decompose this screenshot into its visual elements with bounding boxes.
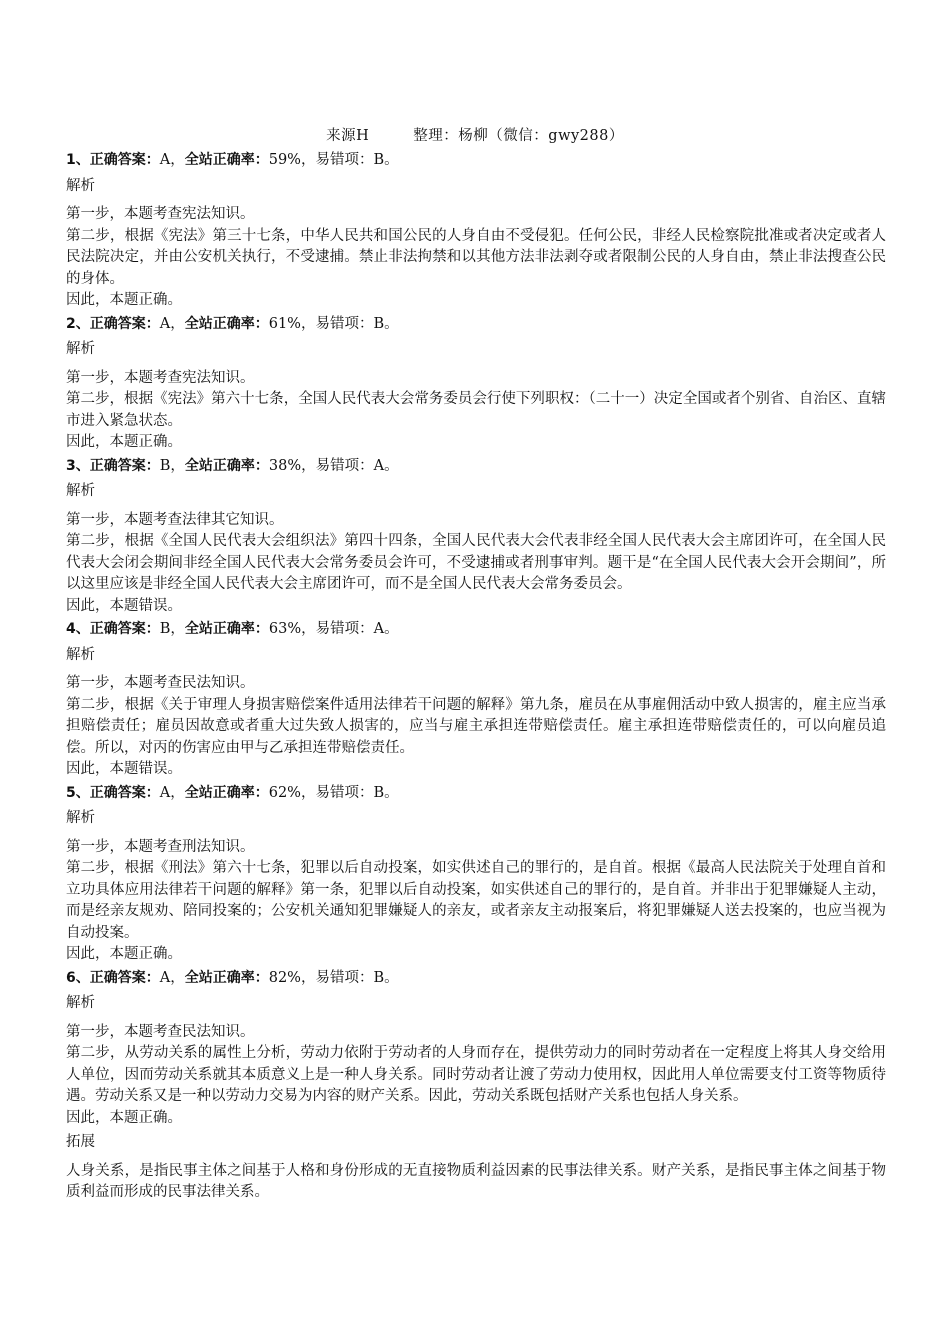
- rate-label: 全站正确率：: [184, 784, 269, 801]
- correct-label: 正确答案：: [89, 315, 160, 332]
- analysis-paragraph: 第一步，本题考查刑法知识。: [66, 838, 255, 855]
- analysis-paragraph: 第二步，从劳动关系的属性上分析，劳动力依附于劳动者的人身而存在，提供劳动力的同时劳动者在一定程度上将其人身交给用人单位，因而劳动关系就其本质意义上是一种人身关系。同时劳动者让渡了劳动力使用权，因此用人单位需要支付工资等物质待遇。劳动关系又是一种以劳动力交易为内容的财产关系。因此，劳动关系既包括财产关系也包括人身关系。: [66, 1045, 886, 1104]
- question-number: 3、: [66, 457, 90, 474]
- question-number: 1、: [66, 152, 90, 168]
- rate-value: 61%，易错项：B。: [268, 315, 399, 332]
- rate-label: 全站正确率：: [184, 315, 269, 332]
- answer-line: [66, 783, 886, 805]
- organizer-label: 整理：杨柳（微信：gwy288）: [413, 128, 624, 144]
- analysis-paragraph: 第一步，本题考查法律其它知识。: [66, 511, 284, 528]
- rate-label: 全站正确率：: [184, 152, 269, 168]
- correct-label: 正确答案：: [89, 152, 160, 168]
- rate-label: 全站正确率：: [184, 621, 269, 637]
- question-block: [66, 456, 886, 620]
- extend-paragraph: 人身关系，是指民事主体之间基于人格和身份形成的无直接物质利益因素的民事法律关系。财产关系，是指民事主体之间基于物质利益而形成的民事法律关系。: [66, 1162, 886, 1200]
- correct-label: 正确答案：: [89, 784, 160, 801]
- correct-answer: A，: [159, 152, 185, 168]
- question-number: 2、: [66, 315, 90, 332]
- analysis-paragraph: 第二步，根据《宪法》第六十七条，全国人民代表大会常务委员会行使下列职权：（二十一）决定全国或者个别省、自治区、直辖市进入紧急状态。: [66, 391, 886, 429]
- rate-value: 82%，易错项：B。: [268, 969, 399, 986]
- extend-label: 拓展: [66, 1134, 95, 1150]
- question-number: 5、: [66, 784, 90, 801]
- page-header: [0, 124, 950, 145]
- answer-line: [66, 150, 886, 172]
- correct-answer: A，: [159, 969, 185, 986]
- analysis-paragraph: 第一步，本题考查民法知识。: [66, 1023, 255, 1040]
- analysis-paragraph: 第一步，本题考查民法知识。: [66, 675, 255, 691]
- analysis-paragraph: 第二步，根据《宪法》第三十七条，中华人民共和国公民的人身自由不受侵犯。任何公民，非经人民检察院批准或者决定或者人民法院决定，并由公安机关执行，不受逮捕。禁止非法拘禁和以其他方法非法剥夺或者限制公民的人身自由，禁止非法搜查公民的身体。: [66, 227, 886, 287]
- correct-answer: B，: [159, 621, 185, 637]
- analysis-paragraph: 因此，本题正确。: [66, 292, 182, 308]
- correct-answer: B，: [159, 457, 185, 474]
- question-block: [66, 150, 886, 314]
- analysis-label: 解析: [66, 483, 95, 499]
- analysis-paragraph: 因此，本题错误。: [66, 597, 182, 614]
- question-block: [66, 968, 886, 1206]
- question-block: [66, 783, 886, 968]
- analysis-paragraph: 因此，本题正确。: [66, 1109, 182, 1126]
- rate-value: 63%，易错项：A。: [268, 621, 399, 637]
- analysis-label: 解析: [66, 995, 95, 1011]
- analysis-paragraph: 第一步，本题考查宪法知识。: [66, 206, 255, 222]
- correct-answer: A，: [159, 784, 185, 801]
- correct-label: 正确答案：: [89, 457, 160, 474]
- rate-label: 全站正确率：: [184, 969, 269, 986]
- analysis-label: 解析: [66, 177, 95, 194]
- question-block: [66, 619, 886, 783]
- analysis-paragraph: 因此，本题错误。: [66, 761, 182, 777]
- correct-label: 正确答案：: [89, 621, 160, 637]
- question-block: [66, 314, 886, 456]
- rate-label: 全站正确率：: [184, 457, 269, 474]
- analysis-label: 解析: [66, 810, 95, 826]
- correct-answer: A，: [159, 315, 185, 332]
- source-label: 来源H: [326, 128, 370, 144]
- rate-value: 59%，易错项：B。: [268, 152, 399, 168]
- rate-value: 62%，易错项：B。: [268, 784, 399, 801]
- rate-value: 38%，易错项：A。: [268, 457, 399, 474]
- answer-list: [66, 150, 886, 1206]
- answer-line: [66, 619, 886, 641]
- correct-label: 正确答案：: [89, 969, 160, 986]
- question-number: 6、: [66, 969, 90, 986]
- analysis-paragraph: 因此，本题正确。: [66, 434, 182, 450]
- analysis-paragraph: 因此，本题正确。: [66, 946, 182, 962]
- answer-line: [66, 314, 886, 336]
- analysis-paragraph: 第二步，根据《全国人民代表大会组织法》第四十四条，全国人民代表大会代表非经全国人民代表大会主席团许可，在全国人民代表大会闭会期间非经全国人民代表大会常务委员会许可，不受逮捕或者刑事审判。题干是“在全国人民代表大会开会期间”，所以这里应该是非经全国人民代表大会主席团许可，而不是全国人民代表大会常务委员会。: [66, 533, 886, 592]
- analysis-paragraph: 第二步，根据《关于审理人身损害赔偿案件适用法律若干问题的解释》第九条，雇员在从事雇佣活动中致人损害的，雇主应当承担赔偿责任；雇员因故意或者重大过失致人损害的，应当与雇主承担连带赔偿责任。雇主承担连带赔偿责任的，可以向雇员追偿。所以，对丙的伤害应由甲与乙承担连带赔偿责任。: [66, 696, 886, 756]
- answer-line: [66, 968, 886, 990]
- analysis-label: 解析: [66, 646, 95, 663]
- analysis-label: 解析: [66, 341, 95, 357]
- answer-line: [66, 456, 886, 478]
- analysis-paragraph: 第一步，本题考查宪法知识。: [66, 369, 255, 386]
- analysis-paragraph: 第二步，根据《刑法》第六十七条，犯罪以后自动投案，如实供述自己的罪行的，是自首。根据《最高人民法院关于处理自首和立功具体应用法律若干问题的解释》第一条，犯罪以后自动投案，如实供述自己的罪行的，是自首。并非出于犯罪嫌疑人主动，而是经亲友规劝、陪同投案的；公安机关通知犯罪嫌疑人的亲友，或者亲友主动报案后，将犯罪嫌疑人送去投案的，也应当视为自动投案。: [66, 860, 886, 941]
- question-number: 4、: [66, 621, 90, 637]
